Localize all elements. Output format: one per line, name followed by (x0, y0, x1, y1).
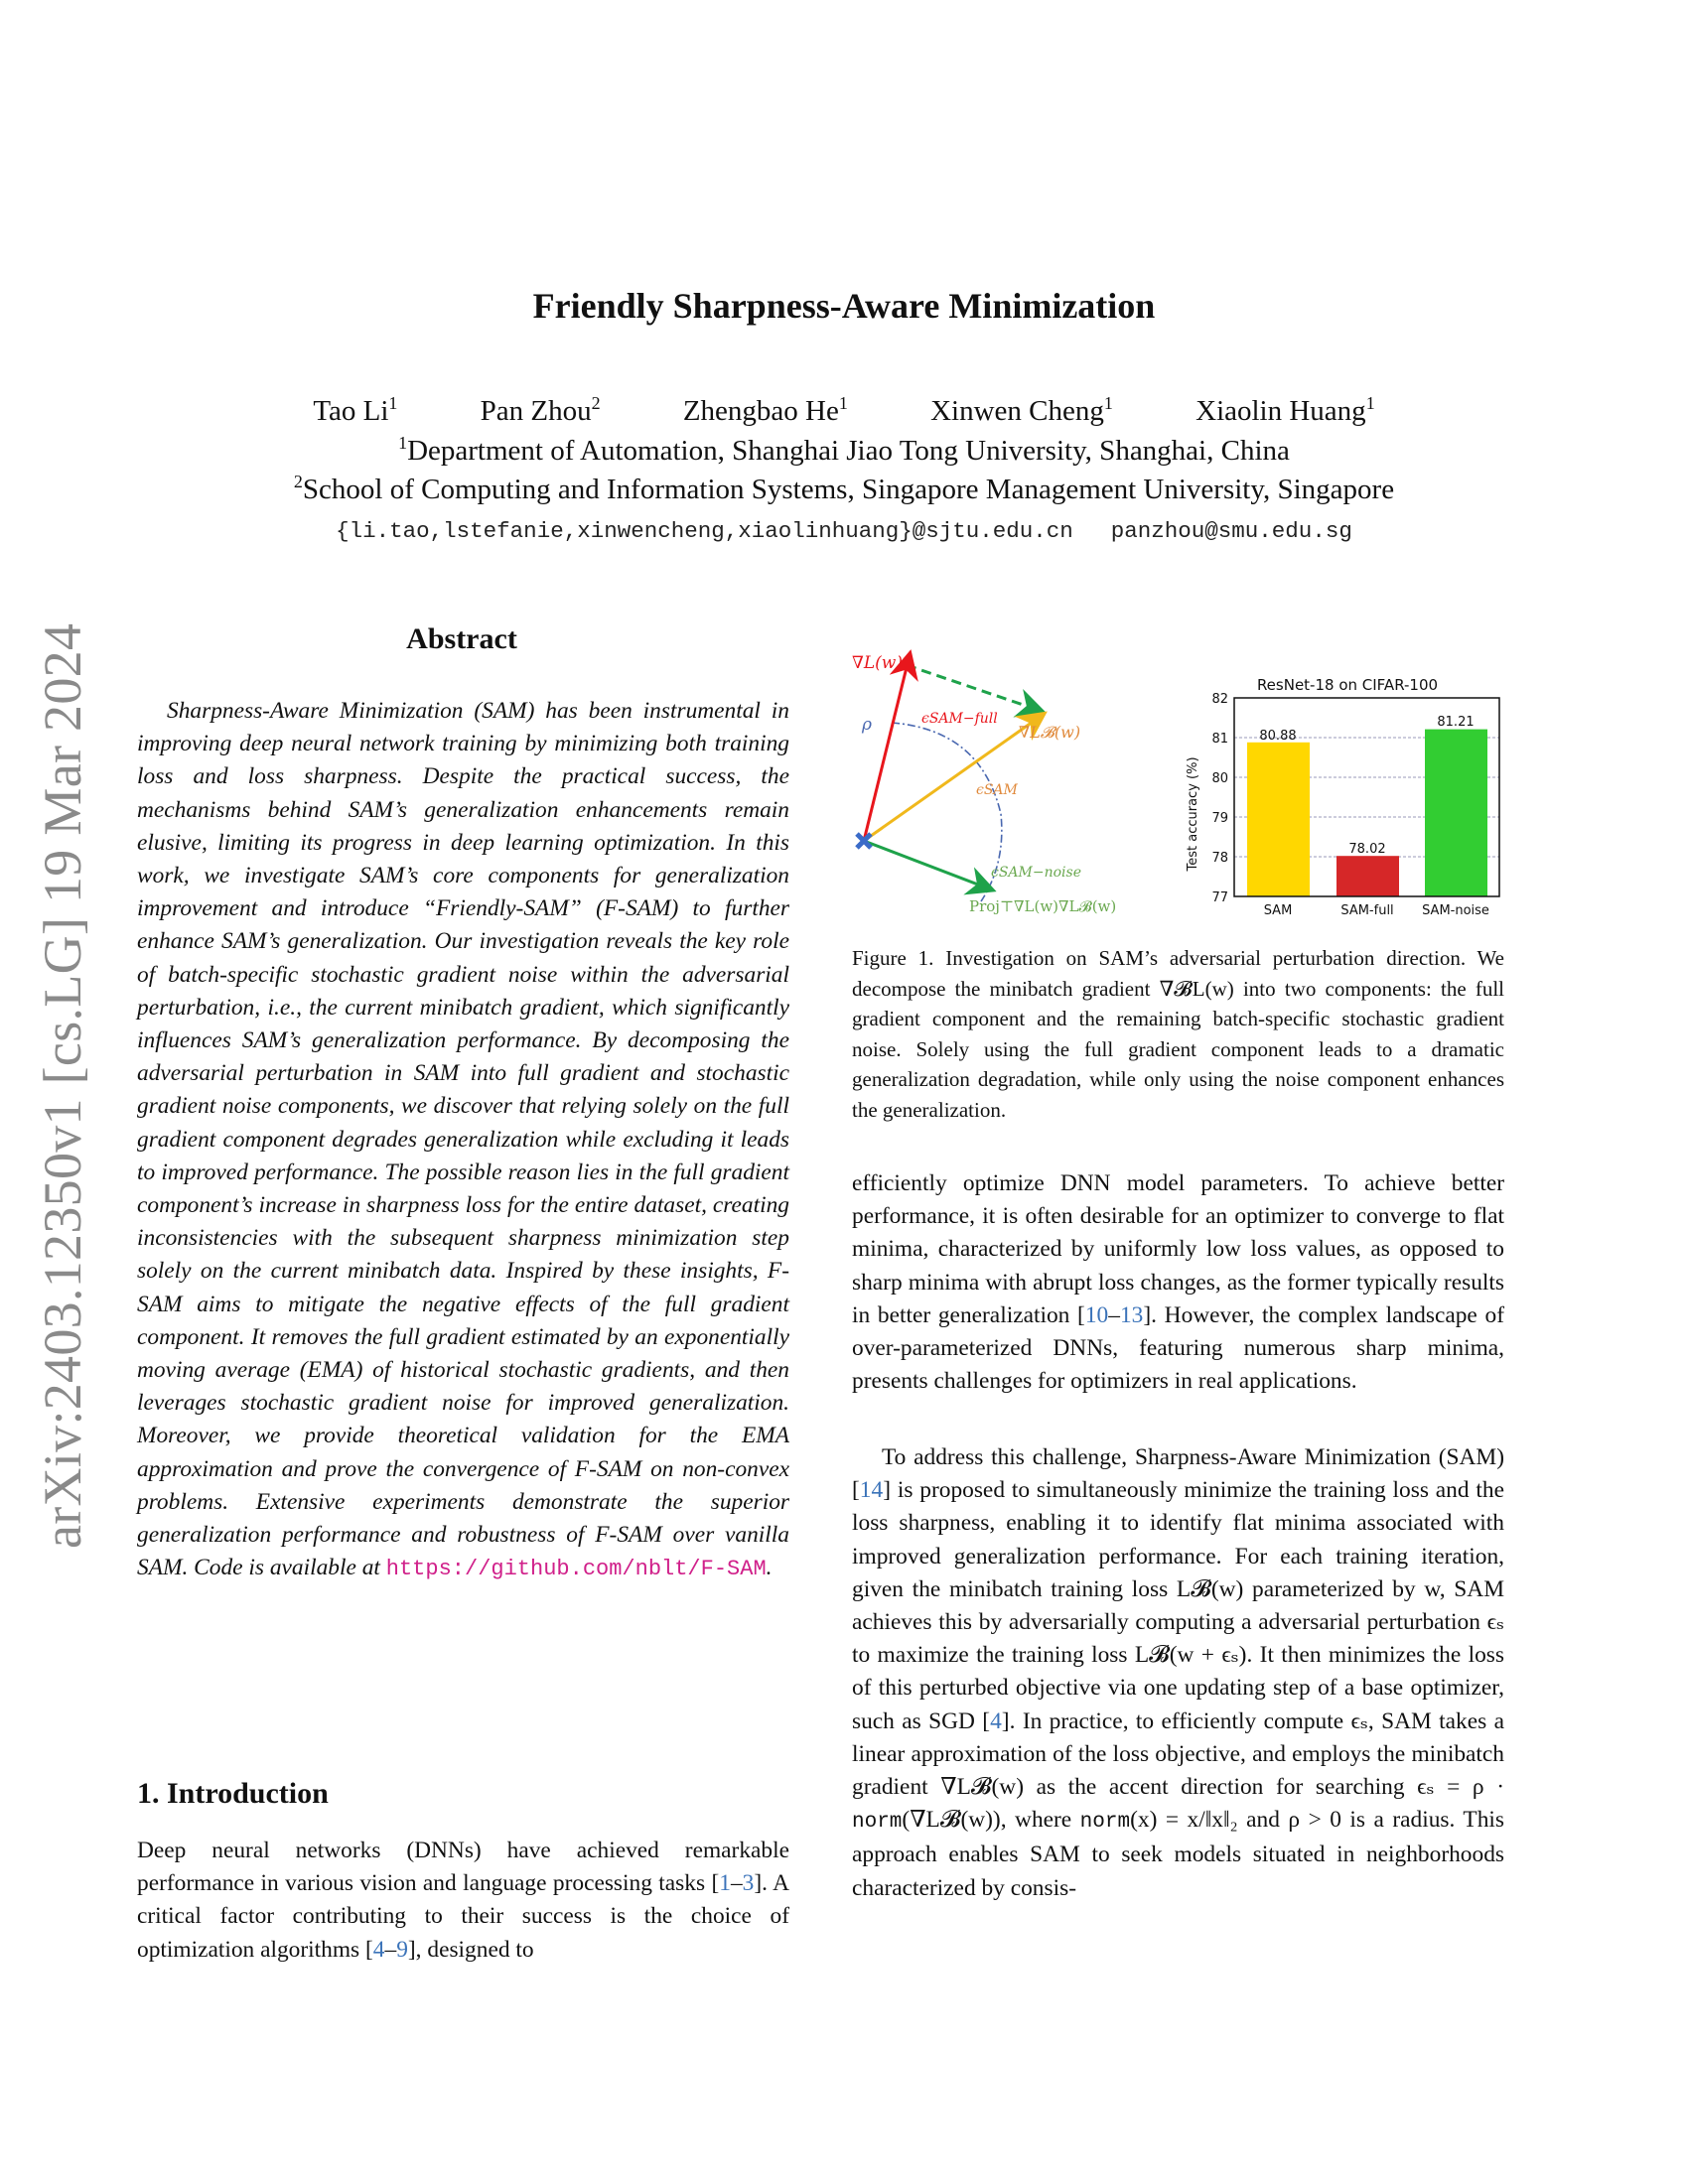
svg-text:78.02: 78.02 (1348, 842, 1386, 857)
section-heading-introduction: 1. Introduction (137, 1777, 329, 1810)
accuracy-bar-chart (1177, 670, 1504, 918)
code-link[interactable]: https://github.com/nblt/F-SAM (385, 1557, 767, 1582)
author: Tao Li$^1$ (313, 393, 398, 427)
citation-link[interactable]: 4 (990, 1707, 1002, 1734)
abstract-heading: Abstract (406, 622, 517, 655)
rho-label: ρ (862, 715, 872, 735)
eps-full-label: ϵSAM−full (921, 711, 998, 727)
author: Zhengbao He$^1$ (682, 393, 848, 427)
noise-arrow (864, 841, 991, 889)
email: panzhou@smu.edu.sg (1110, 518, 1352, 544)
intro-paragraph: Deep neural networks (DNNs) have achieved remarkable performance in various vision and language processing tasks [1–3]. A critical factor contributing to their success is the choice of optimization algorithms [4–9], designed to (137, 1838, 789, 1963)
author: Pan Zhou$^2$ (480, 393, 601, 427)
author-emails (0, 518, 1688, 544)
citation-link[interactable]: 14 (859, 1477, 884, 1504)
svg-text:82: 82 (1211, 692, 1228, 707)
eps-sam-label: ϵSAM (976, 782, 1018, 798)
bar-sam-noise (1425, 730, 1487, 896)
svg-text:80: 80 (1211, 771, 1228, 786)
author-list (0, 395, 1688, 428)
author: Xiaolin Huang$^1$ (1196, 393, 1375, 427)
citation-link[interactable]: 10 (1084, 1301, 1109, 1328)
svg-text:81: 81 (1211, 732, 1228, 747)
norm-operator: norm (852, 1811, 903, 1835)
eps-noise-label: ϵSAM−noise (991, 865, 1081, 881)
noise-dashed-arrow (907, 665, 1041, 711)
svg-text:78: 78 (1211, 851, 1228, 866)
x-ticks (1264, 903, 1489, 918)
svg-text:80.88: 80.88 (1259, 729, 1297, 744)
norm-operator: norm (1079, 1811, 1131, 1835)
body-paragraph: efficiently optimize DNN model parameters. To achieve better performance, it is often desirable for an optimizer to converge to flat minima, characterized by uniformly low loss values, as opposed to sharp minima with abrupt loss changes, as the former typically results in better generalization [10–13]. However, the complex landscape of over-parameterized DNNs, featuring numerous sharp minima, presents challenges for optimizers in real applications. (852, 1170, 1504, 1395)
affiliation: $^1$Department of Automation, Shanghai Jiao Tong University, Shanghai, China (398, 433, 1290, 467)
arxiv-side-stamp: arXiv:2403.12350v1 [cs.LG] 19 Mar 2024 (33, 622, 92, 1549)
author: Xinwen Cheng$^1$ (930, 393, 1113, 427)
citation-link[interactable]: 9 (396, 1936, 408, 1963)
citation-link[interactable]: 4 (372, 1936, 385, 1963)
svg-text:SAM-full: SAM-full (1340, 903, 1394, 918)
citation-link[interactable]: 1 (719, 1870, 731, 1897)
projection-label: Proj⊤∇L(w)∇L𝓑(w) (969, 897, 1117, 915)
perturbation-diagram (852, 635, 1180, 923)
abstract-body: Sharpness-Aware Minimization (SAM) has been instrumental in improving deep neural network training by minimizing both training loss and loss sharpness. Despite the practical success, the mechanisms behind SAM’s generalization enhancements remain elusive, limiting its progress in deep learning optimization. In this work, we investigate SAM’s core components for generalization improvement and introduce “Friendly-SAM” (F-SAM) to further enhance SAM’s generalization. Our investigation reveals the key role of batch-specific stochastic gradient noise within the adversarial perturbation, i.e., the current minibatch gradient, which significantly influences SAM’s generalization performance. By decomposing the adversarial perturbation in SAM into full gradient and stochastic gradient noise components, we discover that relying solely on the full gradient component degrades generalization while excluding it leads to improved performance. The possible reason lies in the full gradient component’s increase in sharpness loss for the entire dataset, creating inconsistencies with the subsequent sharpness minimization step solely on the current minibatch data. Inspired by these insights, F-SAM aims to mitigate the negative effects of the full gradient component. It removes the full gradient estimated by an exponentially moving average (EMA) of historical stochastic gradients, and then leverages stochastic gradient noise for improved generalization. Moreover, we provide theoretical validation for the EMA approximation and prove the convergence of F-SAM on non-convex problems. Extensive experiments demonstrate the superior generalization performance and robustness of F-SAM over vanilla SAM. Code is available at https://github.com/nblt/F-SAM. (137, 698, 789, 1582)
svg-text:77: 77 (1211, 890, 1228, 905)
citation-link[interactable]: 13 (1119, 1301, 1144, 1328)
citation-link[interactable]: 3 (742, 1870, 755, 1897)
paper-title: Friendly Sharpness-Aware Minimization (532, 286, 1156, 326)
y-axis-label: Test accuracy (%) (1186, 756, 1200, 872)
bar-sam-full (1336, 856, 1399, 896)
bar-sam (1247, 743, 1310, 896)
email-group: {li.tao,lstefanie,xinwencheng,xiaolinhuang}@sjtu.edu.cn (336, 518, 1073, 544)
svg-text:79: 79 (1211, 811, 1228, 826)
y-ticks (1211, 692, 1228, 905)
svg-text:81.21: 81.21 (1437, 715, 1475, 730)
rho-arc (892, 723, 1002, 901)
figure-caption: Figure 1. Investigation on SAM’s adversarial perturbation direction. We decompose the minibatch gradient ∇𝓑L(w) into two components: the full gradient component and the remaining batch-specific stochastic gradient noise. Solely using the full gradient component leads to a dramatic generalization degradation, while only using the noise component enhances the generalization. (852, 946, 1504, 1122)
svg-text:SAM-noise: SAM-noise (1422, 903, 1489, 918)
batch-grad-label: ∇L𝓑(w) (1019, 723, 1081, 742)
svg-text:SAM: SAM (1263, 903, 1293, 918)
chart-title: ResNet-18 on CIFAR-100 (1256, 676, 1439, 694)
affiliation: $^2$School of Computing and Information Systems, Singapore Management University, Singapore (293, 472, 1395, 505)
full-grad-label: ∇L(w) (852, 653, 903, 673)
body-paragraph: To address this challenge, Sharpness-Aware Minimization (SAM) [14] is proposed to simultaneously minimize the training loss and the loss sharpness, enabling it to identify flat minima associated with improved generalization performance. For each training iteration, given the minibatch training loss L𝓑(w) parameterized by w, SAM achieves this by adversarially computing a adversarial perturbation ϵₛ to maximize the training loss L𝓑(w + ϵₛ). It then minimizes the loss of this perturbed objective via one updating step of a base optimizer, such as SGD [4]. In practice, to efficiently compute ϵₛ, SAM takes a linear approximation of the loss objective, and employs the minibatch gradient ∇L𝓑(w) as the accent direction for searching ϵₛ = ρ · norm(∇L𝓑(w)), where norm(x) = x/‖x‖₂ and ρ > 0 is a radius. This approach enables SAM to seek models situated in neighborhoods characterized by consis- (852, 1444, 1505, 1901)
